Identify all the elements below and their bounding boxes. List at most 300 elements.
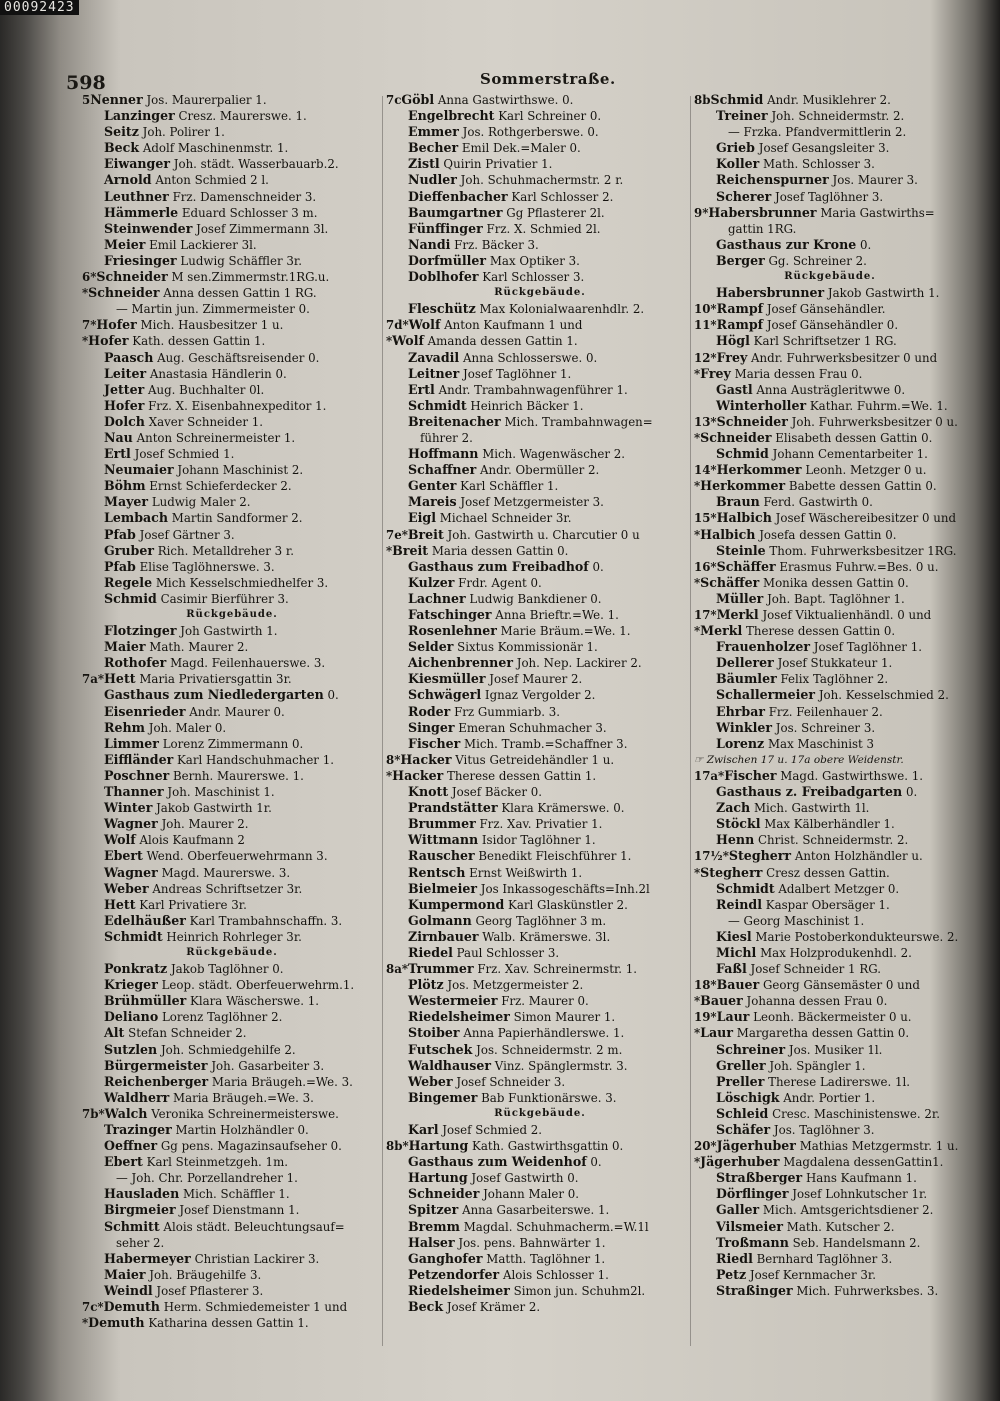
resident-name: Krieger	[104, 977, 158, 993]
resident-name: Hofer	[104, 397, 145, 413]
directory-entry	[386, 269, 694, 285]
resident-name: Singer	[408, 719, 455, 735]
directory-entry	[386, 1251, 694, 1267]
resident-name: Hofer	[96, 317, 137, 333]
directory-entry	[82, 446, 382, 462]
directory-entry	[694, 543, 966, 559]
directory-entry	[386, 913, 694, 929]
house-number: 7c*	[82, 1300, 104, 1315]
resident-name: Zavadil	[408, 349, 460, 365]
directory-entry	[386, 848, 694, 864]
resident-details: Joh. Maurer 2.	[161, 817, 249, 832]
resident-details: Jakob Gastwirth 1r.	[156, 801, 272, 816]
resident-details: 0.	[905, 785, 918, 800]
directory-entry	[386, 720, 694, 736]
resident-details: Josef Taglöhner 1.	[813, 640, 922, 655]
directory-entry	[694, 993, 966, 1009]
resident-details: Herm. Schmiedemeister 1 und	[163, 1300, 348, 1315]
resident-name: Stegherr	[700, 864, 763, 880]
resident-name: Hämmerle	[104, 204, 179, 220]
page-number: 598	[66, 72, 106, 94]
resident-details: Anastasia Händlerin 0.	[149, 366, 287, 381]
resident-details: Mich. Trambahnwagen=	[504, 414, 653, 429]
resident-name: Ponkratz	[104, 961, 168, 977]
directory-entry	[694, 398, 966, 414]
resident-details: Aug. Buchhalter 0l.	[148, 382, 265, 397]
resident-details: Josef Gesangsleiter 3.	[758, 141, 890, 156]
directory-entry	[694, 881, 966, 897]
resident-details: Josef Krämer 2.	[446, 1300, 541, 1315]
resident-name: Baumgartner	[408, 204, 503, 220]
resident-name: Habermeyer	[104, 1250, 191, 1266]
directory-entry	[386, 1219, 694, 1235]
house-number: *	[694, 624, 701, 639]
resident-name: Fatschinger	[408, 607, 492, 622]
resident-name: Gastl	[716, 381, 753, 397]
directory-entry	[386, 398, 694, 414]
resident-details: Klara Krämerswe. 0.	[501, 801, 625, 816]
resident-details: Max Holzprodukenhdl. 2.	[760, 945, 912, 960]
directory-entry	[386, 301, 694, 317]
resident-details: Matth. Taglöhner 1.	[486, 1251, 606, 1266]
directory-entry	[82, 881, 382, 897]
resident-details: 0.	[860, 237, 872, 252]
resident-name: Schaffner	[408, 462, 477, 478]
house-number: *	[694, 575, 701, 590]
directory-entry	[386, 655, 694, 671]
resident-details: Xaver Schneider 1.	[148, 414, 263, 429]
resident-name: Schneider	[96, 269, 168, 285]
directory-entry	[82, 237, 382, 253]
resident-details: Karl Handschuhmacher 1.	[176, 752, 334, 767]
directory-entry	[82, 1025, 382, 1041]
resident-details: Maria Bräugeh.=We. 3.	[211, 1074, 353, 1089]
resident-details: Anna Papierhändlerswe. 1.	[463, 1026, 625, 1041]
resident-name: Spitzer	[408, 1202, 459, 1218]
directory-entry	[82, 350, 382, 366]
directory-entry	[694, 1267, 966, 1283]
resident-name: Kumpermond	[408, 896, 505, 912]
directory-entry	[82, 993, 382, 1009]
resident-name: Rampf	[716, 301, 764, 317]
directory-entry	[694, 607, 966, 623]
resident-name: Vilsmeier	[716, 1218, 783, 1234]
directory-entry	[82, 156, 382, 172]
resident-details: Mich. Tramb.=Schaffner 3.	[464, 736, 628, 751]
directory-entry	[694, 333, 966, 349]
directory-entry	[386, 977, 694, 993]
directory-entry	[82, 929, 382, 945]
directory-entry	[82, 1074, 382, 1090]
resident-details: Andr. Portier 1.	[783, 1090, 876, 1105]
resident-name: Karl	[408, 1122, 439, 1137]
resident-name: Brummer	[408, 816, 476, 832]
resident-details: Joh. Fuhrwerksbesitzer 0 u.	[791, 414, 958, 429]
resident-details: Maria Gastwirths=	[820, 205, 935, 220]
directory-entry	[694, 1251, 966, 1267]
resident-details: Ludwig Bankdiener 0.	[469, 591, 602, 606]
resident-name: Hausladen	[104, 1186, 180, 1202]
resident-details: Leonh. Metzger 0 u.	[805, 463, 927, 478]
resident-name: Ertl	[408, 381, 435, 397]
resident-name: Eisenrieder	[104, 703, 186, 719]
resident-details: Joh. Gastwirth u. Charcutier 0 u	[447, 527, 640, 542]
house-number: *	[386, 768, 393, 783]
resident-name: Engelbrecht	[408, 108, 495, 124]
resident-name: Fünffinger	[408, 220, 483, 236]
directory-entry	[386, 1009, 694, 1025]
resident-name: Riedel	[408, 944, 453, 960]
resident-details: Andr. Fuhrwerksbesitzer 0 und	[751, 350, 938, 365]
directory-entry	[694, 301, 966, 317]
directory-entry	[694, 1138, 966, 1154]
resident-details: Josef Lohnkutscher 1r.	[792, 1187, 928, 1202]
resident-details: Frz. Damenschneider 3.	[172, 189, 317, 204]
resident-name: Schneider	[700, 429, 772, 445]
resident-details: Vinz. Spänglermstr. 3.	[494, 1058, 628, 1073]
resident-details: 0.	[592, 559, 604, 574]
resident-details: Marie Postoberkondukteurswe. 2.	[755, 929, 959, 944]
resident-name: Mareis	[408, 494, 457, 510]
house-number: *	[694, 865, 701, 880]
directory-entry	[82, 1154, 382, 1170]
continuation-line: — Georg Maschinist 1.	[728, 913, 865, 928]
resident-name: Gasthaus zum Weidenhof	[408, 1154, 587, 1170]
resident-name: Schmid	[710, 92, 764, 107]
directory-entry	[694, 237, 966, 253]
resident-details: Frz. X. Schmied 2l.	[486, 221, 601, 236]
house-number: 18*	[694, 978, 717, 993]
resident-details: Josef Gänsehändler.	[766, 302, 886, 317]
resident-details: Georg Taglöhner 3 m.	[475, 913, 607, 928]
resident-name: Ganghofer	[408, 1250, 483, 1266]
directory-entry	[694, 108, 966, 124]
resident-details: Elise Taglöhnerswe. 3.	[139, 559, 275, 574]
directory-entry	[694, 1154, 966, 1170]
resident-details: Mathias Metzgermstr. 1 u.	[799, 1139, 959, 1154]
directory-entry	[386, 478, 694, 494]
resident-name: Petz	[716, 1266, 747, 1282]
resident-name: Brühmüller	[104, 993, 187, 1009]
house-number: *	[694, 430, 701, 445]
resident-name: Demuth	[88, 1315, 145, 1331]
resident-details: M sen.Zimmermstr.1RG.u.	[171, 270, 330, 285]
directory-entry	[694, 559, 966, 575]
directory-entry	[82, 591, 382, 607]
directory-entry	[82, 1009, 382, 1025]
resident-details: Therese Ladirerswe. 1l.	[768, 1074, 911, 1089]
resident-name: Pfab	[104, 558, 136, 574]
resident-details: Heinrich Rohrleger 3r.	[166, 929, 302, 944]
resident-name: Bäumler	[716, 671, 777, 687]
resident-name: Hartung	[408, 1170, 468, 1186]
resident-details: Max Kolonialwaarenhdlr. 2.	[479, 302, 645, 317]
directory-entry	[694, 1170, 966, 1186]
resident-name: Schneider	[88, 285, 160, 301]
resident-details: Karl Trambahnschaffn. 3.	[189, 913, 343, 928]
directory-entry	[82, 977, 382, 993]
resident-name: Frey	[716, 349, 748, 365]
resident-name: Reichenspurner	[716, 172, 829, 188]
resident-details: Jos. pens. Bahnwärter 1.	[458, 1235, 606, 1250]
resident-details: Magd. Feilenhauerswe. 3.	[170, 656, 326, 671]
resident-name: Becher	[408, 140, 459, 156]
resident-name: Trazinger	[104, 1122, 172, 1137]
resident-name: Wolf	[392, 333, 424, 349]
resident-name: Kiesmüller	[408, 671, 486, 687]
resident-details: Josef Gänsehändler 0.	[766, 318, 899, 333]
directory-entry	[386, 510, 694, 526]
directory-entry	[694, 1122, 966, 1138]
directory-entry	[386, 1267, 694, 1283]
house-number: *	[694, 994, 701, 1009]
resident-name: Lembach	[104, 510, 168, 526]
resident-name: Preller	[716, 1073, 765, 1089]
resident-name: Halbich	[700, 526, 756, 542]
resident-name: Schneider	[716, 413, 788, 429]
resident-name: Weber	[104, 880, 149, 896]
resident-details: Anna Gasarbeiterswe. 1.	[462, 1203, 610, 1218]
resident-details: Seb. Handelsmann 2.	[792, 1235, 921, 1250]
resident-name: Bürgermeister	[104, 1057, 208, 1073]
resident-details: Josef Maurer 2.	[489, 672, 583, 687]
directory-entry	[82, 1042, 382, 1058]
directory-entry	[694, 768, 966, 784]
resident-name: Prandstätter	[408, 800, 498, 816]
resident-details: Joh. Spängler 1.	[769, 1058, 866, 1073]
scan-id: 00092423	[0, 0, 79, 15]
directory-entry	[386, 623, 694, 639]
resident-name: Zirnbauer	[408, 928, 479, 944]
resident-name: Schneider	[408, 1186, 480, 1202]
directory-entry	[386, 591, 694, 607]
resident-name: Riedl	[716, 1250, 753, 1266]
house-number: *	[694, 479, 701, 494]
resident-name: Thanner	[104, 784, 164, 800]
resident-name: Schäffer	[716, 558, 776, 574]
resident-name: Straßberger	[716, 1170, 803, 1186]
directory-entry	[386, 124, 694, 140]
resident-name: Roder	[408, 703, 451, 719]
resident-details: 0.	[327, 688, 339, 703]
resident-details: Josef Pflasterer 3.	[156, 1283, 264, 1298]
house-number: 7b*	[82, 1106, 105, 1121]
resident-name: Laur	[716, 1009, 750, 1025]
directory-entry	[386, 1090, 694, 1106]
resident-details: Andr. Trambahnwagenführer 1.	[438, 382, 628, 397]
resident-details: Hans Kaufmann 1.	[805, 1171, 917, 1186]
resident-name: Hartung	[408, 1138, 469, 1154]
directory-entry	[386, 1042, 694, 1058]
resident-details: Alois Schlosser 1.	[502, 1267, 609, 1282]
resident-details: Adalbert Metzger 0.	[778, 881, 900, 896]
directory-entry	[386, 1138, 694, 1154]
directory-entry	[82, 1122, 382, 1138]
resident-name: Aichenbrenner	[408, 655, 513, 671]
directory-entry	[694, 704, 966, 720]
directory-entry	[386, 1186, 694, 1202]
resident-details: Maria dessen Gattin 0.	[431, 543, 569, 558]
directory-entry	[82, 897, 382, 913]
resident-name: Gasthaus zum Freibadhof	[408, 558, 589, 574]
house-number: 14*	[694, 463, 717, 478]
directory-entry	[386, 736, 694, 752]
resident-details: Johann Cementarbeiter 1.	[772, 447, 928, 462]
resident-name: Schäfer	[716, 1122, 771, 1137]
resident-name: Bielmeier	[408, 880, 477, 896]
resident-name: Grieb	[716, 140, 755, 156]
directory-entry	[82, 1202, 382, 1218]
directory-entry	[82, 816, 382, 832]
resident-name: Oeffner	[104, 1138, 158, 1154]
resident-details: Michael Schneider 3r.	[439, 511, 572, 526]
resident-details: Mich. Schäffler 1.	[182, 1187, 290, 1202]
house-number: 7d*	[386, 318, 409, 333]
resident-name: Birgmeier	[104, 1202, 176, 1218]
resident-details: Veronika Schreinermeisterswe.	[151, 1106, 339, 1121]
resident-name: Henn	[716, 832, 755, 848]
resident-name: Meier	[104, 236, 146, 252]
house-number: 19*	[694, 1010, 717, 1025]
resident-name: Alt	[104, 1025, 125, 1041]
resident-details: Cresz. Maurerswe. 1.	[178, 109, 307, 124]
resident-details: Karl Schäffler 1.	[460, 479, 559, 494]
resident-details: Anna Gastwirthswe. 0.	[437, 93, 574, 107]
resident-name: Plötz	[408, 977, 444, 993]
continuation-line: führer 2.	[420, 430, 473, 445]
directory-entry	[386, 1154, 694, 1170]
directory-entry	[82, 1090, 382, 1106]
resident-name: Winkler	[716, 719, 773, 735]
resident-name: Schallermeier	[716, 687, 816, 703]
resident-name: Dieffenbacher	[408, 188, 508, 204]
resident-details: Ferd. Gastwirth 0.	[763, 495, 873, 510]
directory-entry	[386, 865, 694, 881]
directory-entry	[386, 800, 694, 816]
resident-name: Straßinger	[716, 1282, 793, 1298]
directory-entry	[82, 1251, 382, 1267]
directory-entry	[694, 172, 966, 188]
resident-name: Reichenberger	[104, 1073, 209, 1089]
resident-details: Anna dessen Gattin 1 RG.	[163, 286, 317, 301]
resident-details: Gg pens. Magazinsaufseher 0.	[160, 1139, 342, 1154]
directory-entry	[694, 189, 966, 205]
resident-details: Johann Maler 0.	[483, 1187, 579, 1202]
house-number: 17*	[694, 608, 717, 622]
directory-entry	[386, 704, 694, 720]
resident-details: Josef Zimmermann 3l.	[196, 221, 329, 236]
resident-name: Lachner	[408, 590, 466, 606]
directory-entry	[694, 140, 966, 156]
resident-name: Hofer	[88, 333, 129, 349]
directory-entry	[386, 559, 694, 575]
resident-name: Laur	[700, 1025, 733, 1041]
resident-details: Jakob Gastwirth 1.	[827, 286, 940, 301]
resident-details: Isidor Taglöhner 1.	[481, 833, 596, 848]
directory-entry	[82, 784, 382, 800]
resident-details: Magdal. Schuhmacherm.=W.1l	[463, 1219, 649, 1234]
directory-entry	[694, 736, 966, 752]
resident-name: Ebert	[104, 848, 143, 864]
house-number: 5	[82, 93, 91, 107]
directory-entry	[82, 382, 382, 398]
resident-name: Ehrbar	[716, 703, 765, 719]
continuation-line: seher 2.	[116, 1235, 165, 1250]
directory-entry	[82, 172, 382, 188]
resident-name: Bauer	[716, 977, 760, 993]
directory-entry	[694, 832, 966, 848]
resident-name: Weber	[408, 1073, 453, 1089]
resident-name: Greller	[716, 1057, 766, 1073]
directory-entry	[386, 156, 694, 172]
resident-details: Josef Metzgermeister 3.	[460, 495, 604, 510]
house-number: 6*	[82, 270, 97, 285]
resident-details: Andr. Musiklehrer 2.	[767, 93, 891, 107]
directory-entry	[694, 382, 966, 398]
house-number: *	[694, 527, 701, 542]
resident-name: Maier	[104, 639, 146, 655]
directory-entry	[82, 1186, 382, 1202]
directory-entry	[82, 140, 382, 156]
directory-entry	[694, 478, 966, 494]
resident-details: Christian Lackirer 3.	[194, 1251, 320, 1266]
resident-name: Halser	[408, 1234, 455, 1250]
resident-details: Bernh. Maurerswe. 1.	[173, 768, 304, 783]
resident-details: Leonh. Bäckermeister 0 u.	[753, 1010, 912, 1025]
resident-name: Leuthner	[104, 188, 169, 204]
resident-name: Eigl	[408, 510, 436, 526]
resident-name: Merkl	[700, 623, 743, 639]
resident-details: Math. Maurer 2.	[149, 640, 249, 655]
directory-entry	[386, 92, 694, 108]
resident-details: Mich. Hausbesitzer 1 u.	[140, 318, 284, 333]
directory-entry	[386, 945, 694, 961]
directory-entry	[694, 865, 966, 881]
resident-name: Jägerhuber	[716, 1138, 796, 1154]
resident-name: Weindl	[104, 1282, 153, 1298]
resident-details: Maria dessen Frau 0.	[734, 366, 863, 381]
column-right	[694, 92, 966, 1299]
resident-details: Math. Kutscher 2.	[786, 1219, 895, 1234]
resident-details: Josef Bäcker 0.	[451, 785, 542, 800]
resident-details: Max Optiker 3.	[489, 253, 580, 268]
resident-name: Gasthaus zur Krone	[716, 236, 857, 252]
directory-entry	[82, 736, 382, 752]
resident-details: Mich. Wagenwäscher 2.	[482, 447, 626, 462]
house-number: *	[694, 1026, 701, 1041]
resident-name: Michl	[716, 944, 757, 960]
resident-name: Golmann	[408, 912, 472, 928]
resident-details: Joh. Polirer 1.	[142, 125, 225, 140]
resident-details: Rich. Metalldreher 3 r.	[157, 543, 294, 558]
resident-name: Leitner	[408, 365, 460, 381]
directory-entry	[82, 543, 382, 559]
directory-entry	[386, 1122, 694, 1138]
resident-name: Böhm	[104, 478, 146, 494]
resident-name: Stegherr	[728, 848, 792, 864]
resident-details: Cresz dessen Gattin.	[766, 865, 890, 880]
directory-entry	[694, 1090, 966, 1106]
resident-details: Josef Gärtner 3.	[139, 527, 235, 542]
directory-entry	[386, 253, 694, 269]
resident-name: Rehm	[104, 719, 145, 735]
continuation-line: — Martin jun. Zimmermeister 0.	[116, 302, 310, 317]
directory-entry	[386, 1202, 694, 1218]
resident-name: Doblhofer	[408, 269, 479, 285]
resident-details: Andr. Maurer 0.	[189, 704, 285, 719]
directory-entry	[386, 1170, 694, 1186]
resident-details: Walb. Krämerswe. 3l.	[482, 929, 611, 944]
